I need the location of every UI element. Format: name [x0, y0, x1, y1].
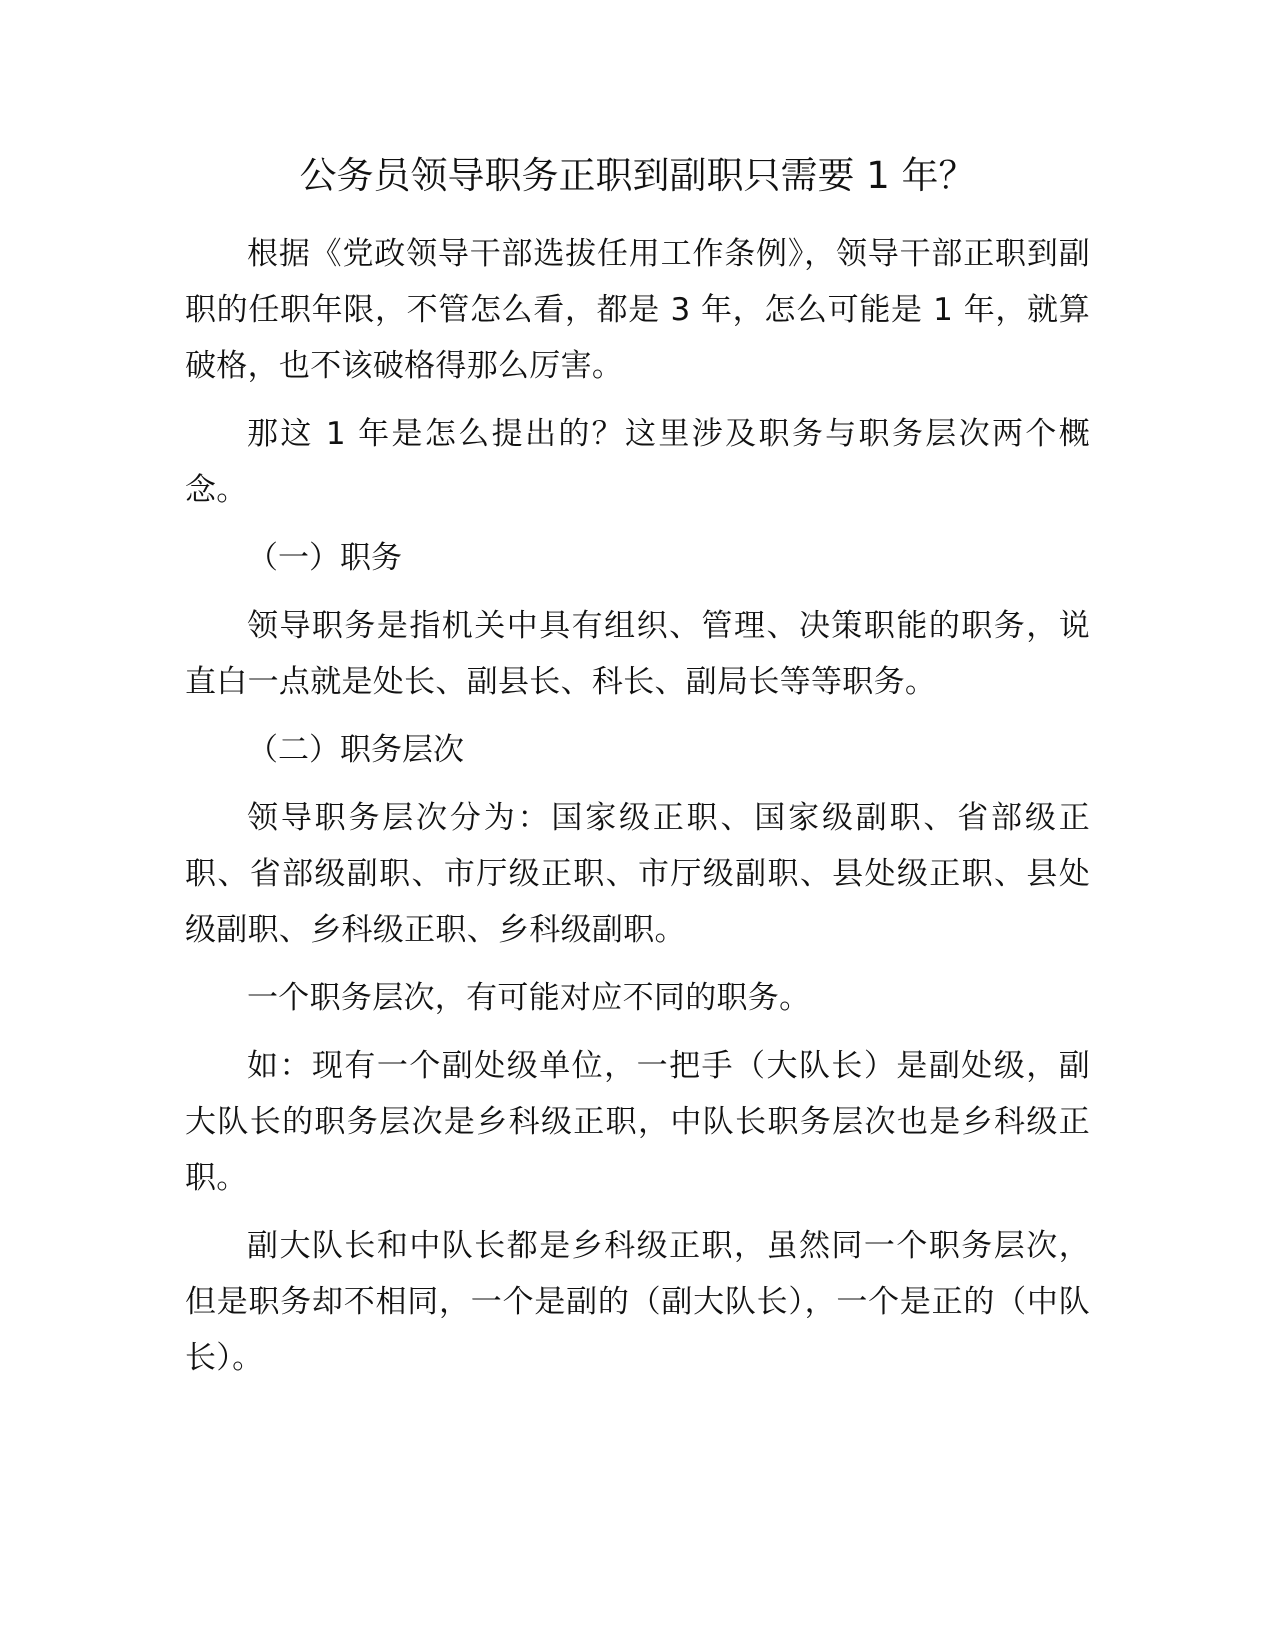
- paragraph-intro: 根据《党政领导干部选拔任用工作条例》，领导干部正职到副职的任职年限，不管怎么看，都是 3 年，怎么可能是 1 年，就算破格，也不该破格得那么厉害。: [185, 236, 1090, 384]
- paragraph-question: 那这 1 年是怎么提出的？这里涉及职务与职务层次两个概念。: [185, 416, 1090, 508]
- section-heading-position: （一）职务: [247, 540, 402, 576]
- document-body: [185, 226, 1090, 1398]
- paragraph-level-list: 领导职务层次分为：国家级正职、国家级副职、省部级正职、省部级副职、市厅级正职、市厅级副职、县处级正职、县处级副职、乡科级正职、乡科级副职。: [185, 800, 1090, 948]
- paragraph-level-mapping: 一个职务层次，有可能对应不同的职务。: [247, 980, 811, 1016]
- document-title: 公务员领导职务正职到副职只需要 1 年？: [299, 154, 976, 197]
- section-heading-position-level: （二）职务层次: [247, 732, 464, 768]
- paragraph-conclusion: 副大队长和中队长都是乡科级正职，虽然同一个职务层次，但是职务却不相同，一个是副的（副大队长），一个是正的（中队长）。: [185, 1228, 1090, 1376]
- paragraph-example: 如：现有一个副处级单位，一把手（大队长）是副处级，副大队长的职务层次是乡科级正职，中队长职务层次也是乡科级正职。: [185, 1048, 1090, 1196]
- paragraph-position-definition: 领导职务是指机关中具有组织、管理、决策职能的职务，说直白一点就是处长、副县长、科长、副局长等等职务。: [185, 608, 1090, 700]
